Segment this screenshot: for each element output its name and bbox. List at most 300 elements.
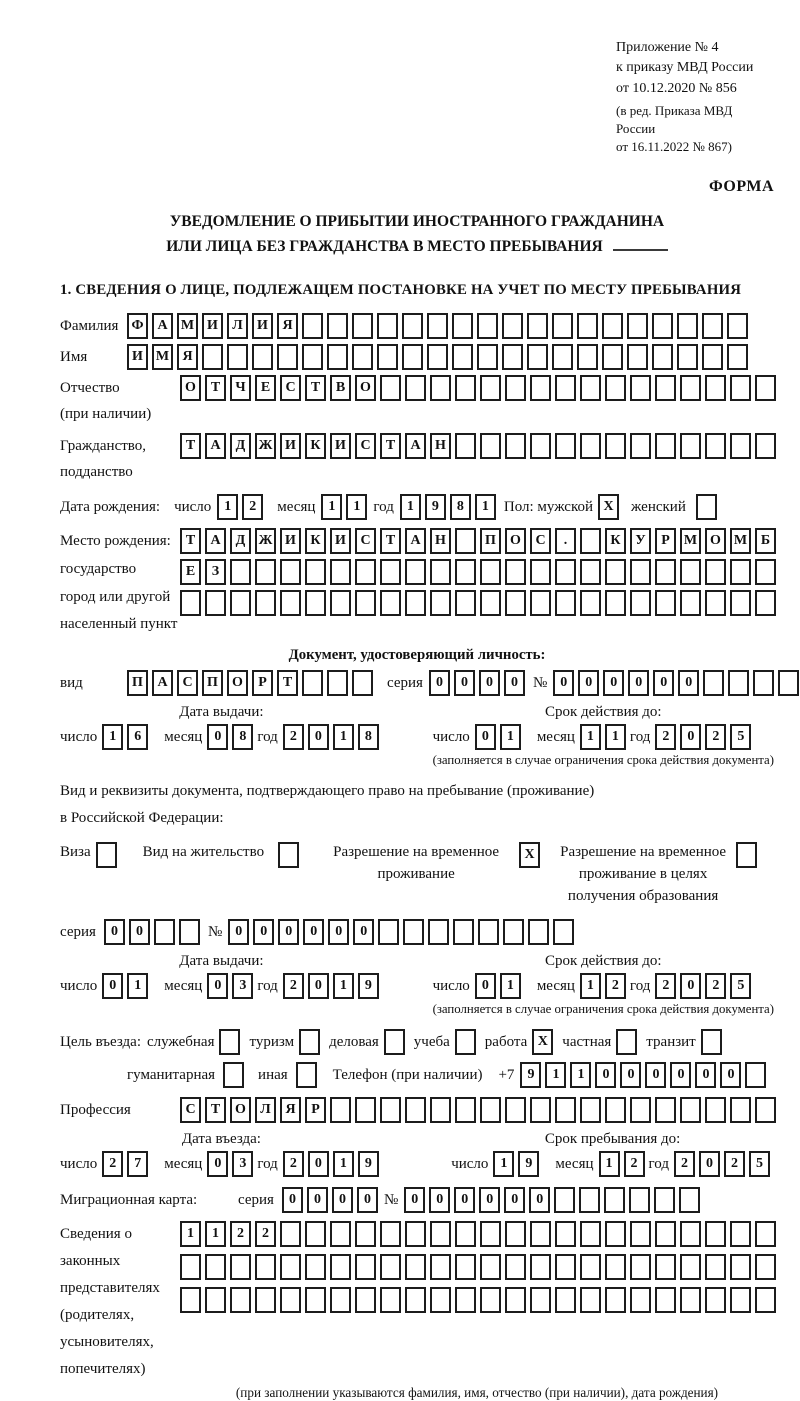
char-cell[interactable] [530, 559, 551, 585]
char-cell[interactable]: 0 [695, 1062, 716, 1088]
char-cell[interactable] [580, 590, 601, 616]
char-cell[interactable] [605, 1254, 626, 1280]
char-cell[interactable] [530, 1221, 551, 1247]
char-cell[interactable] [430, 1287, 451, 1313]
char-cell[interactable]: 2 [283, 973, 304, 999]
char-cell[interactable]: 1 [102, 724, 123, 750]
char-cell[interactable]: Л [255, 1097, 276, 1123]
char-cell[interactable] [677, 344, 698, 370]
char-cell[interactable] [655, 1287, 676, 1313]
char-cell[interactable] [730, 375, 751, 401]
char-cell[interactable] [705, 590, 726, 616]
char-cell[interactable] [727, 313, 748, 339]
char-cell[interactable]: Т [380, 433, 401, 459]
char-cell[interactable]: И [202, 313, 223, 339]
char-cell[interactable] [180, 1287, 201, 1313]
char-cell[interactable] [305, 559, 326, 585]
char-cell[interactable] [652, 313, 673, 339]
purpose-study-checkbox[interactable] [455, 1029, 476, 1055]
char-cell[interactable]: 1 [180, 1221, 201, 1247]
char-cell[interactable] [305, 1254, 326, 1280]
char-cell[interactable]: И [252, 313, 273, 339]
char-cell[interactable] [305, 1221, 326, 1247]
char-cell[interactable]: Т [277, 670, 298, 696]
char-cell[interactable] [430, 1221, 451, 1247]
char-cell[interactable] [705, 1287, 726, 1313]
char-cell[interactable] [280, 559, 301, 585]
char-cell[interactable] [402, 344, 423, 370]
char-cell[interactable] [580, 528, 601, 554]
char-cell[interactable]: Е [255, 375, 276, 401]
char-cell[interactable] [630, 1287, 651, 1313]
char-cell[interactable] [630, 1221, 651, 1247]
char-cell[interactable]: Д [230, 433, 251, 459]
char-cell[interactable] [380, 1097, 401, 1123]
char-cell[interactable] [480, 433, 501, 459]
char-cell[interactable] [330, 590, 351, 616]
char-cell[interactable] [627, 344, 648, 370]
char-cell[interactable] [630, 559, 651, 585]
char-cell[interactable]: 1 [205, 1221, 226, 1247]
char-cell[interactable]: К [605, 528, 626, 554]
char-cell[interactable] [554, 1187, 575, 1213]
char-cell[interactable] [655, 1097, 676, 1123]
char-cell[interactable] [654, 1187, 675, 1213]
char-cell[interactable]: Д [230, 528, 251, 554]
char-cell[interactable] [530, 1287, 551, 1313]
char-cell[interactable] [480, 1254, 501, 1280]
char-cell[interactable]: 2 [242, 494, 263, 520]
char-cell[interactable] [330, 1254, 351, 1280]
char-cell[interactable] [630, 1097, 651, 1123]
char-cell[interactable]: 1 [500, 973, 521, 999]
char-cell[interactable] [405, 375, 426, 401]
char-cell[interactable] [602, 313, 623, 339]
char-cell[interactable] [730, 559, 751, 585]
char-cell[interactable]: 1 [333, 973, 354, 999]
char-cell[interactable]: А [152, 313, 173, 339]
char-cell[interactable] [202, 344, 223, 370]
char-cell[interactable]: К [305, 528, 326, 554]
purpose-transit-checkbox[interactable] [701, 1029, 722, 1055]
char-cell[interactable] [555, 1221, 576, 1247]
char-cell[interactable] [753, 670, 774, 696]
char-cell[interactable] [652, 344, 673, 370]
char-cell[interactable] [480, 1097, 501, 1123]
char-cell[interactable]: О [180, 375, 201, 401]
char-cell[interactable] [455, 1254, 476, 1280]
char-cell[interactable]: 0 [479, 670, 500, 696]
char-cell[interactable] [355, 1221, 376, 1247]
char-cell[interactable] [505, 1287, 526, 1313]
char-cell[interactable] [530, 1254, 551, 1280]
char-cell[interactable] [705, 559, 726, 585]
char-cell[interactable]: 2 [230, 1221, 251, 1247]
char-cell[interactable] [530, 433, 551, 459]
char-cell[interactable] [605, 433, 626, 459]
char-cell[interactable]: 0 [454, 1187, 475, 1213]
char-cell[interactable]: 9 [358, 973, 379, 999]
char-cell[interactable]: Ж [255, 433, 276, 459]
char-cell[interactable]: И [127, 344, 148, 370]
char-cell[interactable]: 2 [102, 1151, 123, 1177]
char-cell[interactable] [455, 528, 476, 554]
char-cell[interactable] [280, 1254, 301, 1280]
purpose-other-checkbox[interactable] [296, 1062, 317, 1088]
char-cell[interactable] [602, 344, 623, 370]
temp-residence-education-checkbox[interactable] [736, 842, 757, 868]
char-cell[interactable] [527, 313, 548, 339]
char-cell[interactable] [380, 1287, 401, 1313]
char-cell[interactable] [679, 1187, 700, 1213]
char-cell[interactable] [605, 590, 626, 616]
char-cell[interactable] [355, 1097, 376, 1123]
char-cell[interactable]: 2 [674, 1151, 695, 1177]
char-cell[interactable]: 2 [283, 1151, 304, 1177]
char-cell[interactable]: Т [305, 375, 326, 401]
char-cell[interactable] [280, 1221, 301, 1247]
char-cell[interactable]: 0 [454, 670, 475, 696]
char-cell[interactable] [455, 1287, 476, 1313]
char-cell[interactable] [555, 559, 576, 585]
char-cell[interactable] [630, 1254, 651, 1280]
char-cell[interactable]: П [127, 670, 148, 696]
purpose-official-checkbox[interactable] [219, 1029, 240, 1055]
char-cell[interactable]: 1 [475, 494, 496, 520]
char-cell[interactable]: 0 [332, 1187, 353, 1213]
char-cell[interactable]: 5 [749, 1151, 770, 1177]
char-cell[interactable] [680, 1097, 701, 1123]
char-cell[interactable] [505, 375, 526, 401]
char-cell[interactable]: Ч [230, 375, 251, 401]
char-cell[interactable] [452, 344, 473, 370]
char-cell[interactable] [180, 590, 201, 616]
char-cell[interactable] [480, 1287, 501, 1313]
char-cell[interactable]: 0 [653, 670, 674, 696]
char-cell[interactable] [430, 1097, 451, 1123]
char-cell[interactable]: 0 [720, 1062, 741, 1088]
char-cell[interactable] [745, 1062, 766, 1088]
char-cell[interactable] [230, 1254, 251, 1280]
char-cell[interactable] [377, 313, 398, 339]
char-cell[interactable]: К [305, 433, 326, 459]
char-cell[interactable] [455, 375, 476, 401]
visa-checkbox[interactable] [96, 842, 117, 868]
char-cell[interactable]: А [405, 528, 426, 554]
char-cell[interactable]: 2 [624, 1151, 645, 1177]
char-cell[interactable] [527, 344, 548, 370]
char-cell[interactable]: 1 [545, 1062, 566, 1088]
char-cell[interactable]: 9 [358, 1151, 379, 1177]
char-cell[interactable] [405, 1221, 426, 1247]
char-cell[interactable]: 0 [129, 919, 150, 945]
char-cell[interactable] [655, 433, 676, 459]
char-cell[interactable] [230, 1287, 251, 1313]
char-cell[interactable] [577, 344, 598, 370]
char-cell[interactable]: З [205, 559, 226, 585]
char-cell[interactable] [730, 1221, 751, 1247]
char-cell[interactable] [755, 590, 776, 616]
char-cell[interactable]: 0 [628, 670, 649, 696]
char-cell[interactable]: 1 [580, 724, 601, 750]
char-cell[interactable] [502, 313, 523, 339]
char-cell[interactable]: 0 [307, 1187, 328, 1213]
char-cell[interactable] [355, 1254, 376, 1280]
char-cell[interactable] [755, 433, 776, 459]
char-cell[interactable] [629, 1187, 650, 1213]
char-cell[interactable]: 0 [504, 1187, 525, 1213]
char-cell[interactable]: И [330, 528, 351, 554]
char-cell[interactable]: А [205, 528, 226, 554]
char-cell[interactable] [580, 1221, 601, 1247]
char-cell[interactable]: 0 [680, 973, 701, 999]
char-cell[interactable]: 7 [127, 1151, 148, 1177]
char-cell[interactable]: Т [180, 528, 201, 554]
purpose-work-checkbox[interactable]: X [532, 1029, 553, 1055]
char-cell[interactable]: 0 [578, 670, 599, 696]
char-cell[interactable] [680, 375, 701, 401]
char-cell[interactable]: О [505, 528, 526, 554]
char-cell[interactable] [280, 590, 301, 616]
char-cell[interactable]: 1 [493, 1151, 514, 1177]
char-cell[interactable]: 0 [253, 919, 274, 945]
char-cell[interactable] [352, 670, 373, 696]
char-cell[interactable]: 0 [678, 670, 699, 696]
char-cell[interactable]: 8 [450, 494, 471, 520]
char-cell[interactable] [477, 344, 498, 370]
char-cell[interactable] [430, 590, 451, 616]
char-cell[interactable] [530, 590, 551, 616]
char-cell[interactable]: 5 [730, 973, 751, 999]
char-cell[interactable]: С [177, 670, 198, 696]
char-cell[interactable] [330, 559, 351, 585]
char-cell[interactable]: У [630, 528, 651, 554]
char-cell[interactable]: 0 [308, 1151, 329, 1177]
char-cell[interactable] [480, 375, 501, 401]
char-cell[interactable] [405, 1254, 426, 1280]
char-cell[interactable] [627, 313, 648, 339]
char-cell[interactable]: 5 [730, 724, 751, 750]
char-cell[interactable] [580, 1287, 601, 1313]
char-cell[interactable]: 0 [553, 670, 574, 696]
char-cell[interactable]: 2 [705, 973, 726, 999]
char-cell[interactable]: 0 [207, 724, 228, 750]
char-cell[interactable]: 0 [228, 919, 249, 945]
char-cell[interactable] [705, 1097, 726, 1123]
char-cell[interactable] [154, 919, 175, 945]
char-cell[interactable]: А [205, 433, 226, 459]
residence-permit-checkbox[interactable] [278, 842, 299, 868]
char-cell[interactable]: 0 [282, 1187, 303, 1213]
char-cell[interactable]: П [480, 528, 501, 554]
char-cell[interactable] [455, 590, 476, 616]
char-cell[interactable] [677, 313, 698, 339]
char-cell[interactable] [180, 1254, 201, 1280]
char-cell[interactable] [355, 559, 376, 585]
char-cell[interactable]: Н [430, 433, 451, 459]
char-cell[interactable]: 0 [620, 1062, 641, 1088]
char-cell[interactable]: 1 [217, 494, 238, 520]
char-cell[interactable]: Ф [127, 313, 148, 339]
char-cell[interactable]: Н [430, 528, 451, 554]
char-cell[interactable] [778, 670, 799, 696]
char-cell[interactable] [505, 1097, 526, 1123]
char-cell[interactable]: Т [180, 433, 201, 459]
char-cell[interactable] [755, 1221, 776, 1247]
char-cell[interactable]: 1 [321, 494, 342, 520]
char-cell[interactable]: 8 [358, 724, 379, 750]
char-cell[interactable] [430, 1254, 451, 1280]
char-cell[interactable] [630, 433, 651, 459]
char-cell[interactable]: М [680, 528, 701, 554]
purpose-business-checkbox[interactable] [384, 1029, 405, 1055]
char-cell[interactable] [503, 919, 524, 945]
char-cell[interactable]: Я [177, 344, 198, 370]
char-cell[interactable]: Т [205, 375, 226, 401]
char-cell[interactable]: 1 [500, 724, 521, 750]
char-cell[interactable] [579, 1187, 600, 1213]
char-cell[interactable]: С [355, 528, 376, 554]
char-cell[interactable]: С [180, 1097, 201, 1123]
purpose-tourism-checkbox[interactable] [299, 1029, 320, 1055]
purpose-humanitarian-checkbox[interactable] [223, 1062, 244, 1088]
char-cell[interactable] [352, 344, 373, 370]
char-cell[interactable] [727, 344, 748, 370]
char-cell[interactable] [405, 1097, 426, 1123]
char-cell[interactable] [705, 1254, 726, 1280]
char-cell[interactable] [728, 670, 749, 696]
char-cell[interactable]: 1 [346, 494, 367, 520]
char-cell[interactable]: 0 [104, 919, 125, 945]
char-cell[interactable]: 0 [670, 1062, 691, 1088]
char-cell[interactable] [655, 590, 676, 616]
char-cell[interactable]: 1 [333, 724, 354, 750]
char-cell[interactable] [380, 559, 401, 585]
char-cell[interactable] [355, 1287, 376, 1313]
char-cell[interactable]: Е [180, 559, 201, 585]
char-cell[interactable]: И [330, 433, 351, 459]
char-cell[interactable]: В [330, 375, 351, 401]
char-cell[interactable] [730, 1254, 751, 1280]
char-cell[interactable]: С [280, 375, 301, 401]
char-cell[interactable] [277, 344, 298, 370]
sex-female-checkbox[interactable] [696, 494, 717, 520]
char-cell[interactable] [605, 375, 626, 401]
char-cell[interactable] [403, 919, 424, 945]
char-cell[interactable] [655, 375, 676, 401]
char-cell[interactable] [680, 559, 701, 585]
char-cell[interactable] [680, 1221, 701, 1247]
char-cell[interactable] [205, 590, 226, 616]
char-cell[interactable] [580, 375, 601, 401]
char-cell[interactable] [380, 1254, 401, 1280]
char-cell[interactable] [402, 313, 423, 339]
char-cell[interactable] [605, 1287, 626, 1313]
char-cell[interactable] [655, 1221, 676, 1247]
char-cell[interactable]: 1 [605, 724, 626, 750]
char-cell[interactable]: М [152, 344, 173, 370]
char-cell[interactable] [680, 1254, 701, 1280]
temp-residence-checkbox[interactable]: X [519, 842, 540, 868]
char-cell[interactable] [179, 919, 200, 945]
char-cell[interactable] [302, 344, 323, 370]
char-cell[interactable] [230, 559, 251, 585]
char-cell[interactable] [255, 1287, 276, 1313]
char-cell[interactable] [405, 590, 426, 616]
char-cell[interactable] [555, 375, 576, 401]
char-cell[interactable] [730, 1097, 751, 1123]
char-cell[interactable] [553, 919, 574, 945]
char-cell[interactable] [705, 375, 726, 401]
char-cell[interactable]: 2 [283, 724, 304, 750]
char-cell[interactable]: 0 [328, 919, 349, 945]
char-cell[interactable] [330, 1221, 351, 1247]
char-cell[interactable] [655, 1254, 676, 1280]
char-cell[interactable]: 0 [353, 919, 374, 945]
char-cell[interactable] [755, 559, 776, 585]
char-cell[interactable] [505, 1254, 526, 1280]
char-cell[interactable] [755, 1287, 776, 1313]
char-cell[interactable] [480, 1221, 501, 1247]
char-cell[interactable] [305, 590, 326, 616]
char-cell[interactable]: 3 [232, 973, 253, 999]
char-cell[interactable]: 0 [504, 670, 525, 696]
char-cell[interactable]: М [730, 528, 751, 554]
char-cell[interactable] [655, 559, 676, 585]
char-cell[interactable] [703, 670, 724, 696]
char-cell[interactable] [552, 313, 573, 339]
char-cell[interactable] [255, 1254, 276, 1280]
char-cell[interactable]: Т [380, 528, 401, 554]
char-cell[interactable] [555, 433, 576, 459]
char-cell[interactable] [680, 590, 701, 616]
char-cell[interactable]: 0 [102, 973, 123, 999]
char-cell[interactable] [205, 1287, 226, 1313]
char-cell[interactable] [555, 1097, 576, 1123]
char-cell[interactable]: 0 [429, 1187, 450, 1213]
char-cell[interactable] [252, 344, 273, 370]
char-cell[interactable] [427, 313, 448, 339]
char-cell[interactable] [577, 313, 598, 339]
char-cell[interactable]: 0 [529, 1187, 550, 1213]
char-cell[interactable]: 1 [580, 973, 601, 999]
char-cell[interactable] [580, 1254, 601, 1280]
char-cell[interactable] [630, 590, 651, 616]
char-cell[interactable] [452, 313, 473, 339]
char-cell[interactable]: 2 [724, 1151, 745, 1177]
char-cell[interactable] [555, 1287, 576, 1313]
char-cell[interactable] [230, 590, 251, 616]
char-cell[interactable] [377, 344, 398, 370]
char-cell[interactable] [580, 1097, 601, 1123]
char-cell[interactable]: Р [655, 528, 676, 554]
char-cell[interactable] [505, 590, 526, 616]
char-cell[interactable] [680, 433, 701, 459]
char-cell[interactable]: 0 [357, 1187, 378, 1213]
char-cell[interactable]: 0 [699, 1151, 720, 1177]
char-cell[interactable] [605, 1097, 626, 1123]
char-cell[interactable] [605, 559, 626, 585]
char-cell[interactable] [255, 590, 276, 616]
char-cell[interactable]: О [355, 375, 376, 401]
char-cell[interactable] [352, 313, 373, 339]
char-cell[interactable] [480, 590, 501, 616]
char-cell[interactable] [330, 1097, 351, 1123]
char-cell[interactable] [255, 559, 276, 585]
char-cell[interactable] [505, 1221, 526, 1247]
char-cell[interactable]: 0 [308, 724, 329, 750]
char-cell[interactable] [630, 375, 651, 401]
